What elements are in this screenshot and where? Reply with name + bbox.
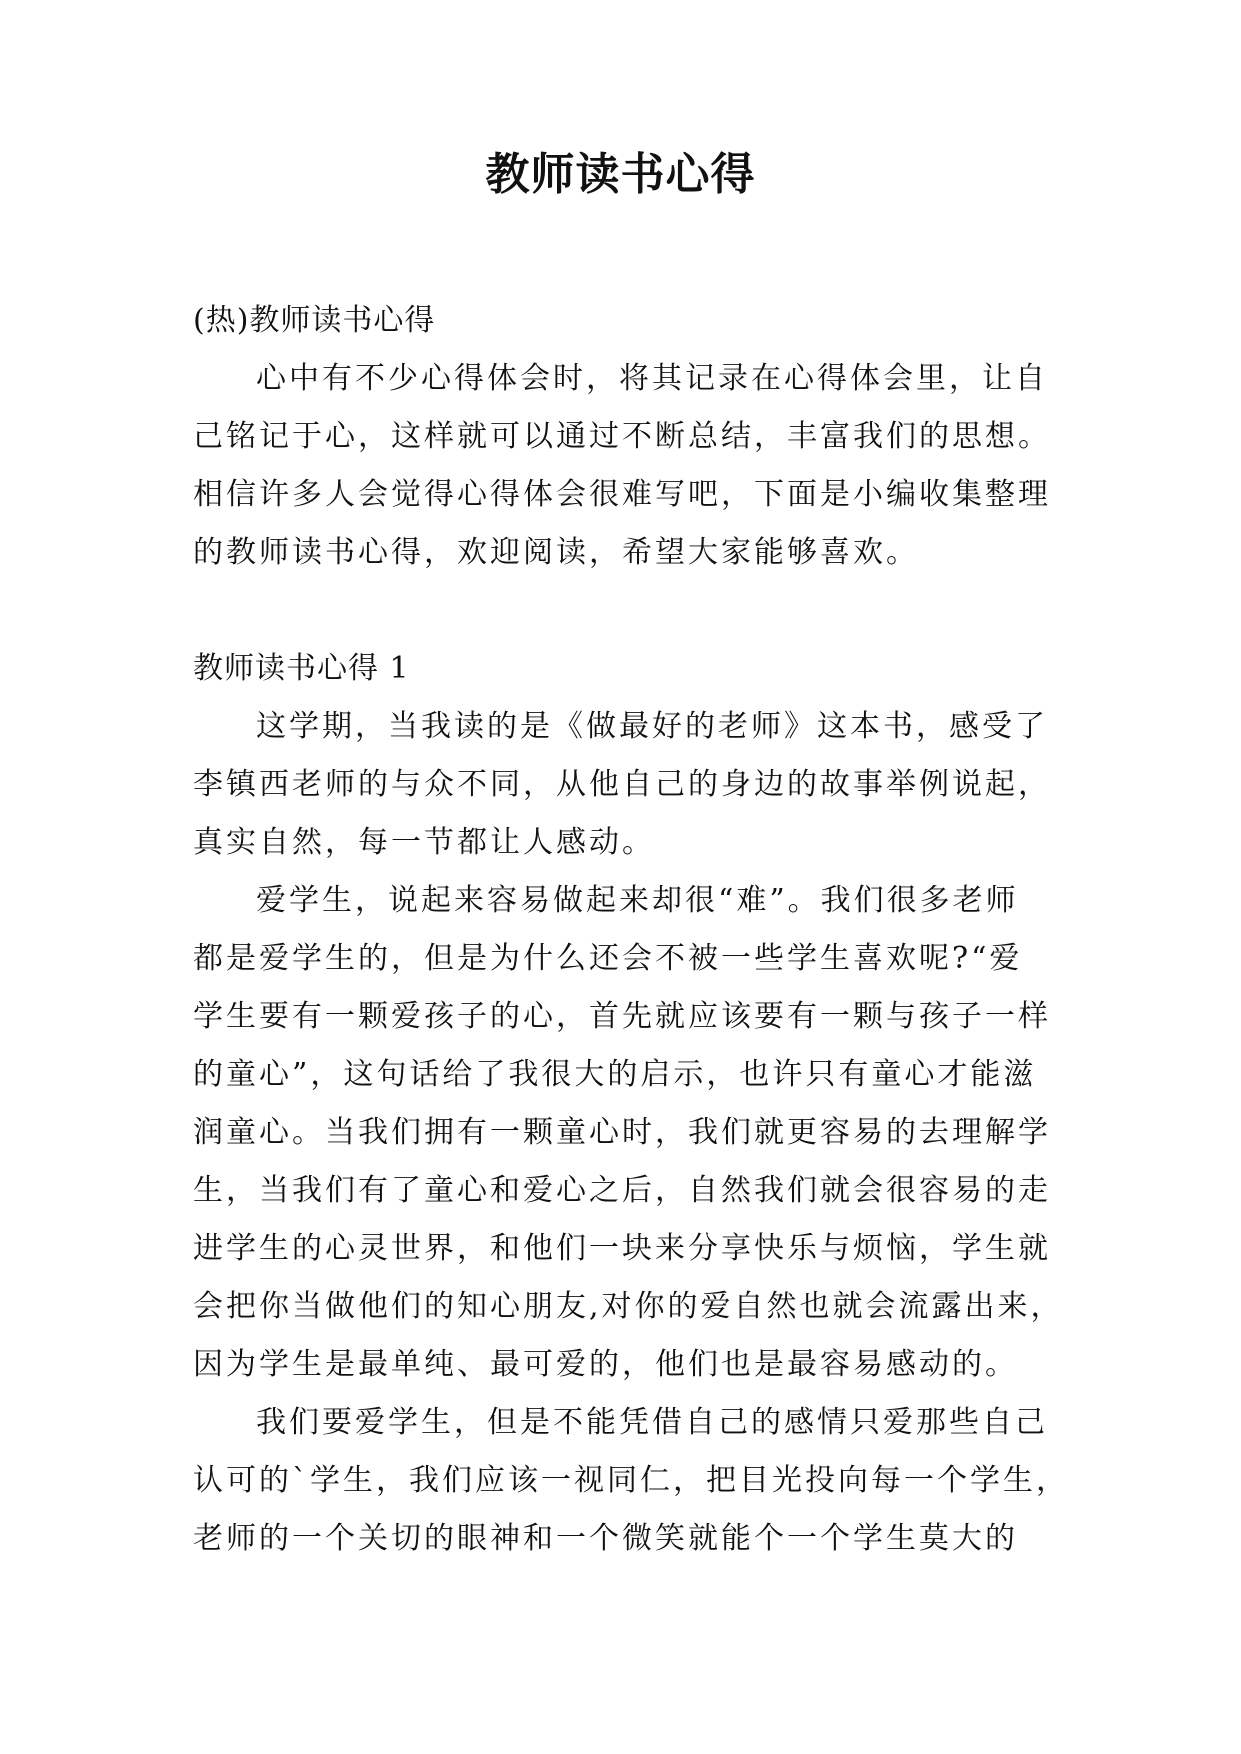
paragraph-line: 爱学生，说起来容易做起来却很“难”。我们很多老师	[256, 883, 1019, 918]
section-paragraph-1	[193, 698, 1053, 872]
intro-paragraph	[193, 350, 1053, 582]
document-body	[193, 292, 1069, 1568]
paragraph-line: 的童心”，这句话给了我很大的启示，也许只有童心才能滋	[193, 1057, 1037, 1092]
paragraph-line: 认可的`学生，我们应该一视同仁，把目光投向每一个学生，	[193, 1463, 1069, 1498]
document-title: 教师读书心得	[485, 149, 756, 200]
paragraph-line: 因为学生是最单纯、最可爱的，他们也是最容易感动的。	[193, 1347, 1018, 1382]
intro-line: 己铭记于心，这样就可以通过不断总结，丰富我们的思想。	[193, 419, 1051, 454]
intro-line: 心中有不少心得体会时，将其记录在心得体会里，让自	[256, 361, 1048, 396]
intro-line: 相信许多人会觉得心得体会很难写吧，下面是小编收集整理	[193, 477, 1051, 512]
paragraph-line: 真实自然，每一节都让人感动。	[193, 825, 655, 860]
paragraph-line: 润童心。当我们拥有一颗童心时，我们就更容易的去理解学	[193, 1115, 1051, 1150]
paragraph-line: 进学生的心灵世界，和他们一块来分享快乐与烦恼，学生就	[193, 1231, 1051, 1266]
document-subtitle: (热)教师读书心得	[193, 303, 436, 338]
paragraph-line: 生，当我们有了童心和爱心之后，自然我们就会很容易的走	[193, 1173, 1051, 1208]
paragraph-line: 我们要爱学生，但是不能凭借自己的感情只爱那些自己	[256, 1405, 1048, 1440]
paragraph-line: 都是爱学生的，但是为什么还会不被一些学生喜欢呢?“爱	[193, 941, 1023, 976]
section-heading: 教师读书心得 1	[193, 651, 410, 686]
section-paragraph-3	[193, 1394, 1069, 1568]
paragraph-line: 李镇西老师的与众不同，从他自己的身边的故事举例说起，	[193, 767, 1051, 802]
section-spacer	[193, 582, 1053, 640]
intro-line: 的教师读书心得，欢迎阅读，希望大家能够喜欢。	[193, 535, 919, 570]
section-paragraph-2	[193, 872, 1064, 1394]
paragraph-line: 老师的一个关切的眼神和一个微笑就能个一个学生莫大的	[193, 1521, 1018, 1556]
paragraph-line: 学生要有一颗爱孩子的心，首先就应该要有一颗与孩子一样	[193, 999, 1051, 1034]
paragraph-line: 这学期，当我读的是《做最好的老师》这本书，感受了	[256, 709, 1048, 744]
paragraph-line: 会把你当做他们的知心朋友,对你的爱自然也就会流露出来，	[193, 1289, 1064, 1324]
